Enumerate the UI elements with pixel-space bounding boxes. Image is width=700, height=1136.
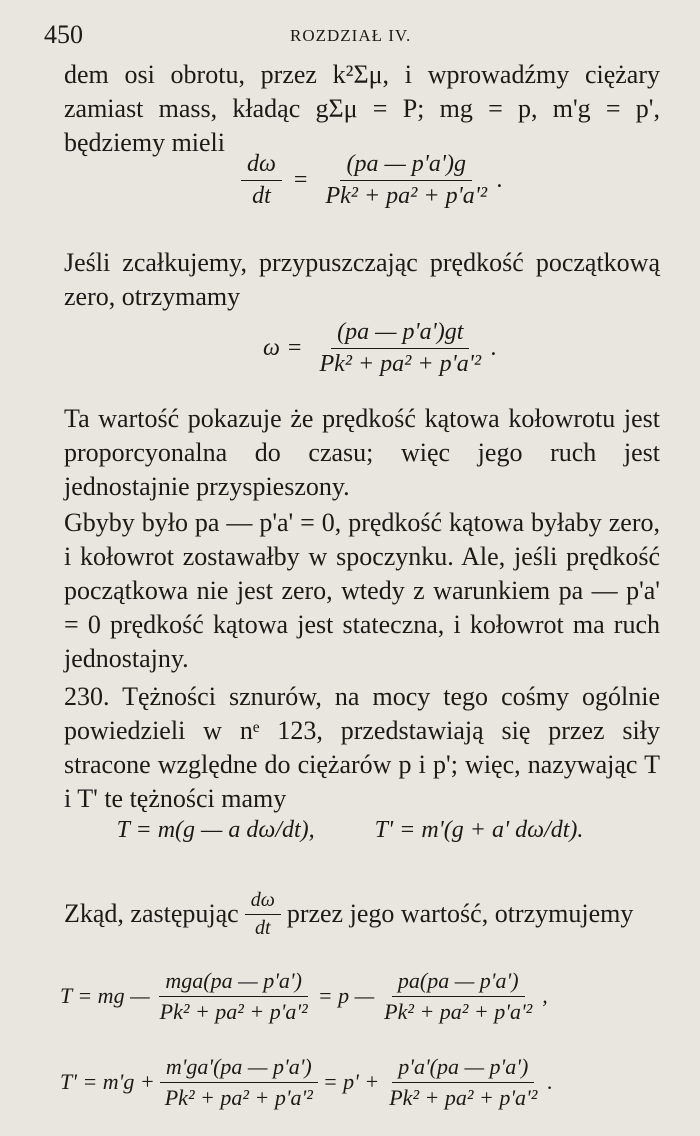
equation-5: T' = m'g + $\frac{m'ga'(pa — p'a')}{\text{Pk² + pa² + p'a'²}}$ = p' + $\frac{p'a'(pa — p'a')}{\text{Pk² + pa² + p'a'²}}$ . xyxy=(60,1053,553,1110)
equation-1: $\frac{d\omega}{dt}$ = $\frac{(pa — p'a')g}{\text{Pk² + pa² + p'a'²}}$ . xyxy=(0,150,700,210)
paragraph-2: Jeśli zcałkujemy, przypuszczając prędkość początkową zero, otrzymamy xyxy=(64,248,660,311)
paragraph-4: Gbyby było pa — p'a' = 0, prędkość kątowa byłaby zero, i kołowrot zostawałby w spoczynku. Ale, jeśli prędkość początkowa nie jest zero, wtedy z warunkiem pa — p'a' = 0 prędkość kątowa jest stateczna, i kołowrot ma ruch jednostajny. xyxy=(64,508,660,673)
paragraph-1: dem osi obrotu, przez k²Σμ, i wprowadźmy ciężary zamiast mass, kładąc gΣμ = P; mg = p, m'g = p', będziemy mieli xyxy=(64,60,660,157)
tension-t-prime: T' = m'(g + a' dω/dt). xyxy=(374,816,584,843)
equation-2: ω = $\frac{(pa — p'a')gt}{\text{Pk² + pa² + p'a'²}}$ . xyxy=(262,318,498,377)
page-number: 450 xyxy=(44,20,83,49)
inline-fraction: $\frac{d\omega}{dt}$ xyxy=(245,889,281,940)
eq1-rhs: $\frac{(pa — p'a')g}{\text{Pk² + pa² + p'a'²}}$ xyxy=(325,150,488,209)
page-header xyxy=(44,18,660,54)
equation-4: T = mg — $\frac{\text{mga(pa — p'a')}}{\text{Pk² + pa² + p'a'²}}$ = p — $\frac{pa(pa — p'a')}{\text{Pk² + pa² + p'a'²}}$ , xyxy=(60,967,548,1024)
paragraph-3: Ta wartość pokazuje że prędkość kątowa kołowrotu jest proporcyonalna do czasu; więc jego ruch jest jednostajnie przyspieszony. xyxy=(64,404,660,501)
eq2-rhs: $\frac{(pa — p'a')gt}{\text{Pk² + pa² + p'a'²}}$ xyxy=(319,318,482,377)
eq1-lhs: $\frac{d\omega}{dt}$ xyxy=(241,151,282,210)
running-head: ROZDZIAŁ IV. xyxy=(290,26,412,45)
equation-3 xyxy=(0,800,700,860)
paragraph-6: Zkąd, zastępując $\frac{d\omega}{dt}$ przez jego wartość, otrzymujemy xyxy=(64,888,634,939)
paragraph-5: 230. Tężności sznurów, na mocy tego cośmy ogólnie powiedzieli w nᵉ 123, przedstawiają się przez siły stracone względne do ciężarów p i p'; więc, nazywając T i T' te tężności mamy xyxy=(64,682,660,813)
tension-t: T = m(g — a dω/dt), xyxy=(116,816,315,843)
